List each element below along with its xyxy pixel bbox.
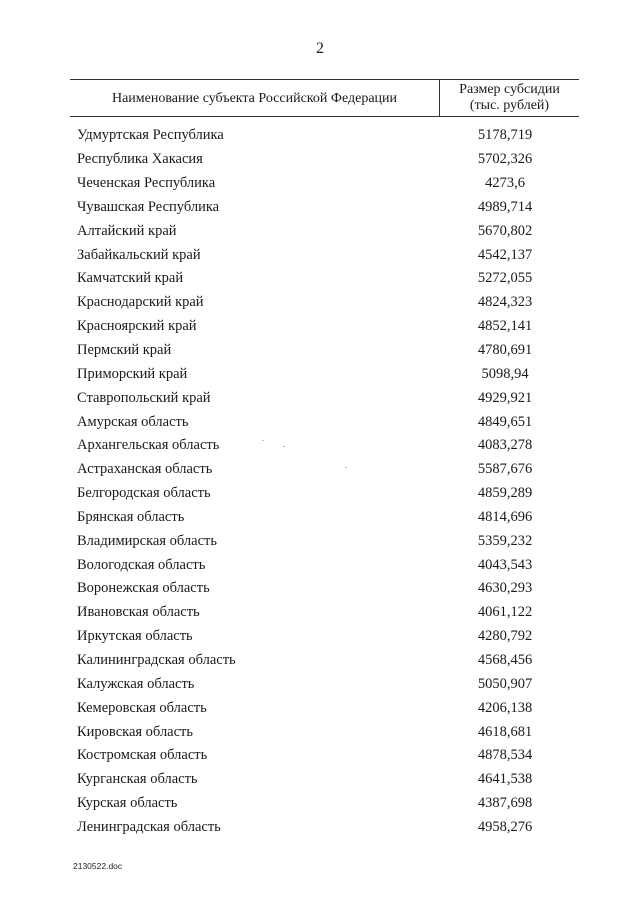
subsidy-amount: 4568,456: [477, 651, 533, 668]
table-row: [70, 291, 579, 315]
table-row: [70, 649, 579, 673]
table-row: [70, 696, 579, 720]
subsidy-amount: 4043,543: [477, 556, 533, 573]
subsidy-amount: 5359,232: [477, 532, 533, 549]
subsidy-amount: 4878,534: [477, 747, 533, 764]
subsidy-amount: 4083,278: [477, 437, 533, 454]
table-row: [70, 219, 579, 243]
region-name: Удмуртская Республика: [77, 127, 224, 144]
region-name: Чувашская Республика: [77, 198, 220, 215]
region-name: Белгородская область: [77, 485, 211, 502]
table-row: [70, 196, 579, 220]
subsidy-amount: 4824,323: [477, 294, 533, 311]
region-name: Амурская область: [77, 413, 189, 430]
table-row: [70, 553, 579, 577]
subsidy-amount: 4929,921: [477, 389, 533, 406]
subsidy-amount: 4542,137: [477, 246, 533, 263]
region-name: Приморский край: [77, 365, 188, 382]
region-name: Ленинградская область: [77, 818, 221, 835]
table-row: [70, 148, 579, 172]
region-name: Пермский край: [77, 342, 172, 359]
table-row: [70, 434, 579, 458]
subsidy-amount: 4859,289: [477, 485, 533, 502]
subsidy-amount: 4280,792: [477, 628, 533, 645]
region-name: Кировская область: [77, 723, 194, 740]
page-number: 2: [316, 40, 324, 57]
region-name: Архангельская область: [77, 437, 220, 454]
subsidy-amount: 5702,326: [477, 151, 533, 168]
region-name: Вологодская область: [77, 556, 206, 573]
column-header-amount-title: Размер субсидии: [459, 82, 560, 97]
subsidy-amount: 4958,276: [477, 818, 533, 835]
scan-speck: [283, 446, 285, 447]
scan-speck: [345, 467, 347, 468]
subsidy-amount: 4618,681: [477, 723, 533, 740]
table-row: [70, 601, 579, 625]
table-row: [70, 529, 579, 553]
subsidy-amount: 5050,907: [477, 675, 533, 692]
subsidy-amount: 5178,719: [477, 127, 533, 144]
table-row: [70, 458, 579, 482]
subsidy-amount: 4852,141: [477, 318, 533, 335]
region-name: Забайкальский край: [77, 246, 201, 263]
region-name: Ивановская область: [77, 604, 200, 621]
region-name: Чеченская Республика: [77, 175, 216, 192]
table-row: [70, 720, 579, 744]
table-body: [70, 124, 579, 839]
table-row: [70, 243, 579, 267]
subsidy-amount: 4387,698: [477, 795, 533, 812]
subsidy-amount: 5272,055: [477, 270, 533, 287]
subsidy-amount: 4814,696: [477, 508, 533, 525]
subsidy-amount: 4206,138: [477, 699, 533, 716]
table-row: [70, 386, 579, 410]
table-row: [70, 339, 579, 363]
region-name: Костромская область: [77, 747, 208, 764]
table-row: [70, 815, 579, 839]
subsidy-amount: 5098,94: [481, 365, 529, 382]
subsidy-amount: 4630,293: [477, 580, 533, 597]
region-name: Курская область: [77, 795, 178, 812]
subsidy-amount: 5670,802: [477, 222, 533, 239]
table-row: [70, 482, 579, 506]
table-row: [70, 506, 579, 530]
table-row: [70, 768, 579, 792]
region-name: Владимирская область: [77, 532, 217, 549]
region-name: Камчатский край: [77, 270, 184, 287]
subsidy-amount: 4849,651: [477, 413, 533, 430]
subsidy-amount: 4780,691: [477, 342, 533, 359]
subsidy-amount: 4989,714: [477, 198, 533, 215]
table-row: [70, 672, 579, 696]
subsidy-amount: 4061,122: [477, 604, 533, 621]
table-row: [70, 267, 579, 291]
region-name: Краснодарский край: [77, 294, 204, 311]
column-header-region: Наименование субъекта Российской Федерации: [70, 80, 440, 116]
region-name: Калужская область: [77, 675, 195, 692]
scan-speck: [262, 440, 264, 441]
table-row: [70, 124, 579, 148]
table-row: [70, 172, 579, 196]
region-name: Курганская область: [77, 771, 198, 788]
table-row: [70, 744, 579, 768]
region-name: Калининградская область: [77, 651, 236, 668]
region-name: Красноярский край: [77, 318, 197, 335]
table-row: [70, 625, 579, 649]
region-name: Астраханская область: [77, 461, 213, 478]
table-row: [70, 362, 579, 386]
subsidy-amount: 4641,538: [477, 771, 533, 788]
document-id: 2130522.doc: [73, 861, 123, 871]
table-header: [70, 79, 579, 117]
subsidy-amount: 5587,676: [477, 461, 533, 478]
table-row: [70, 410, 579, 434]
column-header-amount-unit: (тыс. рублей): [469, 98, 550, 113]
region-name: Алтайский край: [77, 222, 177, 239]
region-name: Республика Хакасия: [77, 151, 203, 168]
region-name: Брянская область: [77, 508, 185, 525]
region-name: Ставропольский край: [77, 389, 211, 406]
table-row: [70, 577, 579, 601]
region-name: Иркутская область: [77, 628, 193, 645]
region-name: Кемеровская область: [77, 699, 207, 716]
subsidy-amount: 4273,6: [485, 175, 525, 192]
region-name: Воронежская область: [77, 580, 210, 597]
column-header-amount: [440, 80, 579, 116]
table-row: [70, 792, 579, 816]
table-row: [70, 315, 579, 339]
subsidy-table: [70, 79, 579, 839]
